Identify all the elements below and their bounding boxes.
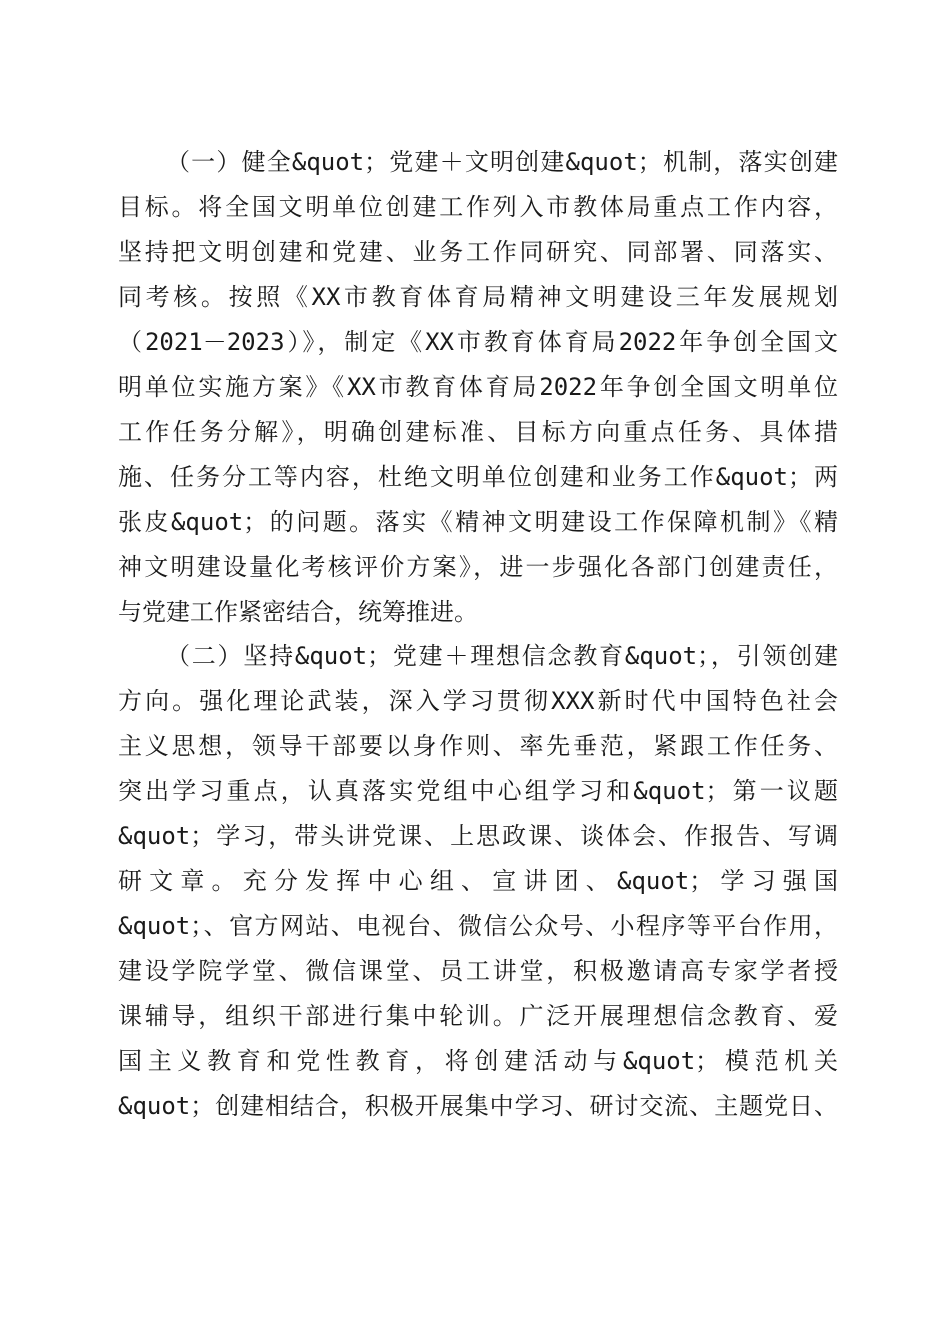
paragraph-1-line-9: 张皮&quot；的问题。落实《精神文明建设工作保障机制》《精	[118, 508, 838, 536]
paragraph-2-line-3: 主义思想，领导干部要以身作则、率先垂范，紧跟工作任务、	[118, 732, 838, 760]
paragraph-2-line-7: &quot；、官方网站、电视台、微信公众号、小程序等平台作用，	[118, 912, 838, 940]
paragraph-1-line-2: 目标。将全国文明单位创建工作列入市教体局重点工作内容，	[118, 193, 838, 221]
paragraph-2-line-9: 课辅导，组织干部进行集中轮训。广泛开展理想信念教育、爱	[118, 1002, 838, 1030]
paragraph-1-line-5: （2021－2023）》，制定《XX市教育体育局2022年争创全国文	[118, 328, 838, 356]
paragraph-1-line-1: （一）健全&quot；党建＋文明创建&quot；机制，落实创建	[166, 148, 838, 176]
paragraph-1-line-11: 与党建工作紧密结合，统筹推进。	[118, 598, 478, 626]
paragraph-2-line-8: 建设学院学堂、微信课堂、员工讲堂，积极邀请高专家学者授	[118, 957, 838, 985]
paragraph-2-line-11: &quot；创建相结合，积极开展集中学习、研讨交流、主题党日、	[118, 1092, 838, 1120]
paragraph-2-line-1: （二）坚持&quot；党建＋理想信念教育&quot；，引领创建	[166, 642, 838, 670]
paragraph-1-line-4: 同考核。按照《XX市教育体育局精神文明建设三年发展规划	[118, 283, 838, 311]
paragraph-2-line-4: 突出学习重点，认真落实党组中心组学习和&quot；第一议题	[118, 777, 838, 805]
paragraph-1-line-6: 明单位实施方案》《XX市教育体育局2022年争创全国文明单位	[118, 373, 838, 401]
paragraph-1-line-3: 坚持把文明创建和党建、业务工作同研究、同部署、同落实、	[118, 238, 838, 266]
paragraph-2-line-2: 方向。强化理论武装，深入学习贯彻XXX新时代中国特色社会	[118, 687, 838, 715]
paragraph-1-line-10: 神文明建设量化考核评价方案》，进一步强化各部门创建责任，	[118, 553, 838, 581]
paragraph-1-line-8: 施、任务分工等内容，杜绝文明单位创建和业务工作&quot；两	[118, 463, 838, 491]
paragraph-2-line-10: 国主义教育和党性教育，将创建活动与&quot；模范机关	[118, 1047, 838, 1075]
paragraph-2-line-6: 研文章。充分发挥中心组、宣讲团、&quot；学习强国	[118, 867, 838, 895]
paragraph-1-line-7: 工作任务分解》，明确创建标准、目标方向重点任务、具体措	[118, 418, 838, 446]
paragraph-2-line-5: &quot；学习，带头讲党课、上思政课、谈体会、作报告、写调	[118, 822, 838, 850]
